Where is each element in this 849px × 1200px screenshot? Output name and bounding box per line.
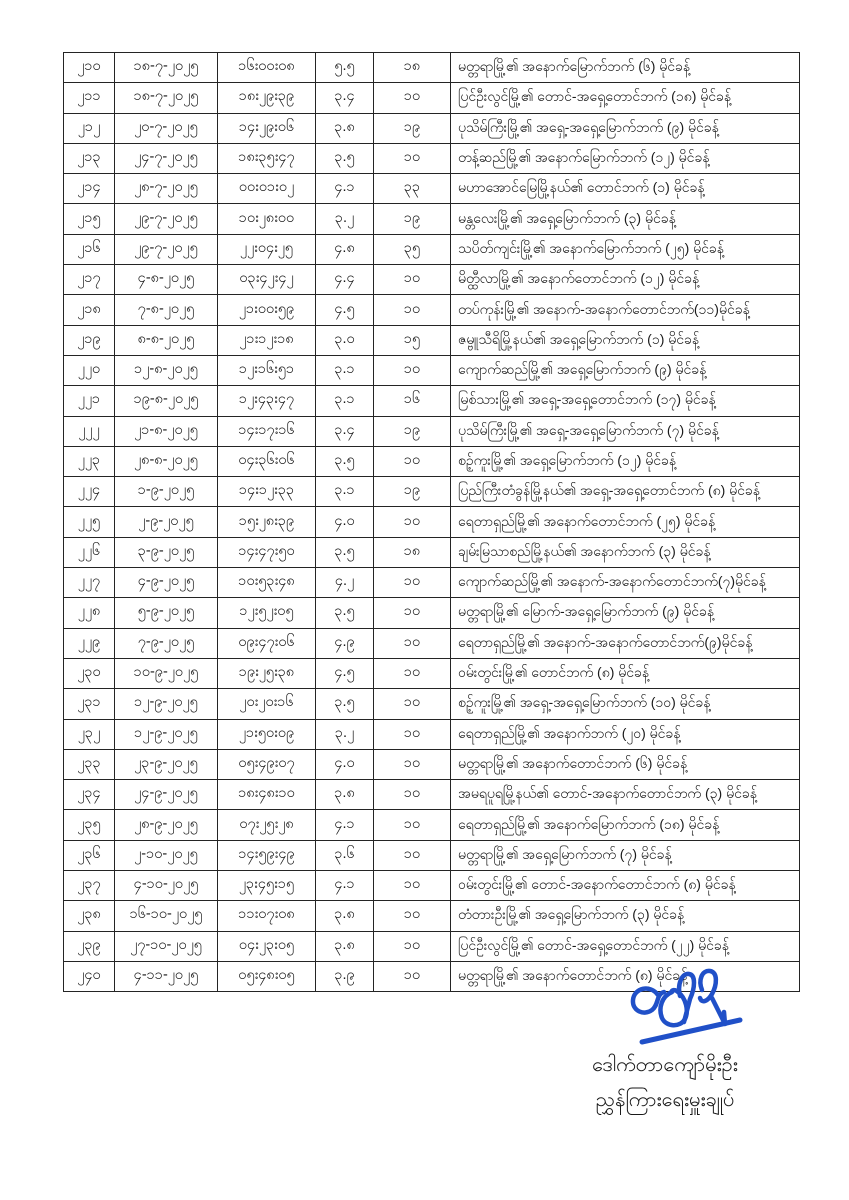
cell-depth: ၁၉ <box>374 113 451 143</box>
cell-no: ၂၁၇ <box>64 265 115 295</box>
cell-date: ၄-၁၁-၂၀၂၅ <box>115 961 218 991</box>
cell-location: ဝမ်းတွင်းမြို့၏ တောင်ဘက် (၈) မိုင်ခန့် <box>451 658 800 688</box>
cell-time: ၁၄း၄၇း၅၀ <box>218 537 316 567</box>
cell-time: ၁၀း၂၈း၀၀ <box>218 204 316 234</box>
cell-location: ရေတာရှည်မြို့၏ အနောက်-အနောက်တောင်ဘက်(၉)မိုင်ခန့် <box>451 628 800 658</box>
cell-date: ၂၃-၉-၂၀၂၅ <box>115 749 218 779</box>
cell-time: ၁၂း၄၃း၄၇ <box>218 386 316 416</box>
cell-date: ၂၉-၇-၂၀၂၅ <box>115 204 218 234</box>
table-row <box>64 507 800 537</box>
cell-depth: ၁၀ <box>374 658 451 688</box>
cell-no: ၂၂၅ <box>64 507 115 537</box>
table-row <box>64 598 800 628</box>
cell-magnitude: ၃.၅ <box>316 537 374 567</box>
cell-magnitude: ၃.၈ <box>316 113 374 143</box>
table-row <box>64 568 800 598</box>
cell-date: ၃-၉-၂၀၂၅ <box>115 537 218 567</box>
cell-no: ၂၁၆ <box>64 234 115 264</box>
table-row <box>64 901 800 931</box>
cell-no: ၂၂၇ <box>64 568 115 598</box>
cell-depth: ၁၀ <box>374 265 451 295</box>
cell-location: မန္တလေးမြို့၏ အရှေ့မြောက်ဘက် (၃) မိုင်ခန့် <box>451 204 800 234</box>
cell-location: စဉ့်ကူးမြို့၏ အရှေ့-အရှေ့မြောက်ဘက် (၁၀) မိုင်ခန့် <box>451 689 800 719</box>
cell-magnitude: ၃.၅ <box>316 598 374 628</box>
cell-no: ၂၃၉ <box>64 931 115 961</box>
cell-depth: ၁၀ <box>374 568 451 598</box>
table-row <box>64 537 800 567</box>
cell-time: ၀၀း၀၁း၀၂ <box>218 174 316 204</box>
cell-magnitude: ၃.၅ <box>316 689 374 719</box>
cell-location: ပြင်ဦးလွင်မြို့၏ တောင်-အရှေ့တောင်ဘက် (၂၂) မိုင်ခန့် <box>451 931 800 961</box>
table-row <box>64 265 800 295</box>
cell-depth: ၁၀ <box>374 689 451 719</box>
cell-date: ၁၈-၇-၂၀၂၅ <box>115 53 218 83</box>
table-body <box>64 53 800 992</box>
cell-time: ၁၅း၂၈း၃၉ <box>218 507 316 537</box>
cell-no: ၂၂၂ <box>64 416 115 446</box>
cell-location: မဟာအောင်မြေမြို့နယ်၏ တောင်ဘက် (၁) မိုင်ခန့် <box>451 174 800 204</box>
signature-ink <box>628 968 758 1046</box>
cell-date: ၂၈-၇-၂၀၂၅ <box>115 174 218 204</box>
cell-magnitude: ၃.၀ <box>316 325 374 355</box>
cell-no: ၂၃၆ <box>64 840 115 870</box>
cell-magnitude: ၃.၁ <box>316 477 374 507</box>
cell-date: ၇-၈-၂၀၂၅ <box>115 295 218 325</box>
cell-time: ၀၇း၂၅း၂၈ <box>218 810 316 840</box>
cell-magnitude: ၃.၄ <box>316 83 374 113</box>
cell-depth: ၁၆ <box>374 386 451 416</box>
signatory-name: ဒေါက်တာကျော်မိုးဦး <box>592 1054 738 1076</box>
cell-time: ၂၁း၁၂း၁၈ <box>218 325 316 355</box>
table-row <box>64 174 800 204</box>
cell-time: ၂၁း၀၀း၅၉ <box>218 295 316 325</box>
table-row <box>64 204 800 234</box>
cell-no: ၂၂၁ <box>64 386 115 416</box>
cell-no: ၂၁၈ <box>64 295 115 325</box>
cell-no: ၂၂၆ <box>64 537 115 567</box>
cell-no: ၂၃၂ <box>64 719 115 749</box>
cell-no: ၂၂၉ <box>64 628 115 658</box>
cell-no: ၂၂၈ <box>64 598 115 628</box>
cell-depth: ၁၀ <box>374 810 451 840</box>
cell-depth: ၁၀ <box>374 901 451 931</box>
cell-time: ၀၉း၄၇း၀၆ <box>218 628 316 658</box>
cell-depth: ၁၅ <box>374 325 451 355</box>
cell-time: ၀၄း၃၆း၀၆ <box>218 446 316 476</box>
table-row <box>64 386 800 416</box>
cell-depth: ၁၉ <box>374 477 451 507</box>
cell-no: ၂၁၄ <box>64 174 115 204</box>
cell-time: ၁၈း၄၈း၁၀ <box>218 780 316 810</box>
cell-time: ၁၂း၁၆း၅၁ <box>218 355 316 385</box>
cell-location: မတ္တရာမြို့၏ အနောက်တောင်ဘက် (၆) မိုင်ခန့် <box>451 749 800 779</box>
table-row <box>64 780 800 810</box>
cell-depth: ၁၈ <box>374 53 451 83</box>
table-row <box>64 749 800 779</box>
cell-date: ၂-၉-၂၀၂၅ <box>115 507 218 537</box>
cell-date: ၁၂-၉-၂၀၂၅ <box>115 719 218 749</box>
cell-date: ၁၂-၈-၂၀၂၅ <box>115 355 218 385</box>
cell-location: ကျောက်ဆည်မြို့၏ အနောက်-အနောက်တောင်ဘက်(၇)မိုင်ခန့် <box>451 568 800 598</box>
cell-date: ၂၄-၉-၂၀၂၅ <box>115 780 218 810</box>
cell-date: ၂၈-၈-၂၀၂၅ <box>115 446 218 476</box>
cell-location: ချမ်းမြသာစည်မြို့နယ်၏ အနောက်ဘက် (၃) မိုင်ခန့် <box>451 537 800 567</box>
cell-depth: ၁၀ <box>374 628 451 658</box>
cell-depth: ၁၀ <box>374 931 451 961</box>
cell-date: ၁၈-၇-၂၀၂၅ <box>115 83 218 113</box>
signatory-title: ညွှန်ကြားရေးမှူးချုပ် <box>595 1089 735 1111</box>
cell-date: ၈-၈-၂၀၂၅ <box>115 325 218 355</box>
cell-time: ၁၂း၅၂း၀၅ <box>218 598 316 628</box>
signature-block <box>540 968 790 1118</box>
cell-time: ၁၄း၁၂း၃၃ <box>218 477 316 507</box>
cell-location: ပြည်ကြီးတံခွန်မြို့နယ်၏ အရှေ့-အရှေ့တောင်ဘက် (၈) မိုင်ခန့် <box>451 477 800 507</box>
cell-location: မတ္တရာမြို့၏ အရှေ့မြောက်ဘက် (၇) မိုင်ခန့် <box>451 840 800 870</box>
cell-location: ပြင်ဦးလွင်မြို့၏ တောင်-အရှေ့တောင်ဘက် (၁၈) မိုင်ခန့် <box>451 83 800 113</box>
cell-depth: ၁၀ <box>374 355 451 385</box>
cell-depth: ၃၅ <box>374 234 451 264</box>
cell-time: ၀၄း၂၃း၀၅ <box>218 931 316 961</box>
cell-date: ၄-၁၀-၂၀၂၅ <box>115 871 218 901</box>
cell-time: ၁၁း၀၇း၀၈ <box>218 901 316 931</box>
table-row <box>64 477 800 507</box>
cell-magnitude: ၃.၉ <box>316 961 374 991</box>
cell-time: ၁၄း၁၇း၁၆ <box>218 416 316 446</box>
cell-magnitude: ၃.၁ <box>316 355 374 385</box>
cell-time: ၂၂း၀၄း၂၅ <box>218 234 316 264</box>
cell-location: မတ္တရာမြို့၏ အနောက်တောင်ဘက် (၈) မိုင်ခန့် <box>451 961 800 991</box>
cell-time: ၁၉း၂၅း၃၈ <box>218 658 316 688</box>
cell-no: ၂၃၇ <box>64 871 115 901</box>
table-row <box>64 719 800 749</box>
cell-time: ၂၃း၄၅း၁၅ <box>218 871 316 901</box>
cell-magnitude: ၄.၀ <box>316 749 374 779</box>
cell-magnitude: ၄.၁ <box>316 810 374 840</box>
table-row <box>64 325 800 355</box>
cell-no: ၂၃၃ <box>64 749 115 779</box>
cell-no: ၂၄၀ <box>64 961 115 991</box>
cell-date: ၂၈-၉-၂၀၂၅ <box>115 810 218 840</box>
table-row <box>64 689 800 719</box>
cell-date: ၂၇-၁၀-၂၀၂၅ <box>115 931 218 961</box>
cell-depth: ၁၀ <box>374 446 451 476</box>
cell-magnitude: ၃.၆ <box>316 840 374 870</box>
earthquake-table <box>63 52 800 992</box>
cell-no: ၂၁၁ <box>64 83 115 113</box>
table-row <box>64 871 800 901</box>
table-row <box>64 810 800 840</box>
cell-depth: ၁၀ <box>374 143 451 173</box>
cell-magnitude: ၄.၅ <box>316 295 374 325</box>
cell-depth: ၁၀ <box>374 780 451 810</box>
cell-magnitude: ၄.၅ <box>316 658 374 688</box>
cell-time: ၁၄း၅၉း၄၉ <box>218 840 316 870</box>
cell-date: ၂၉-၇-၂၀၂၅ <box>115 234 218 264</box>
cell-time: ၁၈း၂၉း၃၉ <box>218 83 316 113</box>
table-row <box>64 931 800 961</box>
cell-depth: ၁၀ <box>374 961 451 991</box>
cell-date: ၄-၈-၂၀၂၅ <box>115 265 218 295</box>
cell-depth: ၁၀ <box>374 749 451 779</box>
cell-magnitude: ၃.၈ <box>316 931 374 961</box>
cell-date: ၁၆-၁၀-၂၀၂၅ <box>115 901 218 931</box>
cell-location: ပုသိမ်ကြီးမြို့၏ အရှေ့-အရှေ့မြောက်ဘက် (၇) မိုင်ခန့် <box>451 416 800 446</box>
cell-no: ၂၂၃ <box>64 446 115 476</box>
cell-depth: ၁၀ <box>374 295 451 325</box>
table-row <box>64 628 800 658</box>
cell-location: သပိတ်ကျင်းမြို့၏ အနောက်မြောက်ဘက် (၂၅) မိုင်ခန့် <box>451 234 800 264</box>
cell-location: တပ်ကုန်းမြို့၏ အနောက်-အနောက်တောင်ဘက်(၁၁)မိုင်ခန့် <box>451 295 800 325</box>
cell-depth: ၃၃ <box>374 174 451 204</box>
table-row <box>64 355 800 385</box>
cell-magnitude: ၃.၅ <box>316 446 374 476</box>
cell-time: ၁၄း၂၉း၀၆ <box>218 113 316 143</box>
cell-date: ၁၂-၉-၂၀၂၅ <box>115 689 218 719</box>
cell-location: တံတားဦးမြို့၏ အရှေ့မြောက်ဘက် (၃) မိုင်ခန့် <box>451 901 800 931</box>
table-row <box>64 446 800 476</box>
cell-magnitude: ၃.၂ <box>316 204 374 234</box>
cell-no: ၂၃၄ <box>64 780 115 810</box>
cell-no: ၂၁၃ <box>64 143 115 173</box>
cell-magnitude: ၃.၁ <box>316 386 374 416</box>
cell-date: ၄-၉-၂၀၂၅ <box>115 568 218 598</box>
cell-magnitude: ၃.၄ <box>316 416 374 446</box>
cell-magnitude: ၄.၀ <box>316 507 374 537</box>
cell-date: ၂၀-၇-၂၀၂၅ <box>115 113 218 143</box>
cell-magnitude: ၄.၁ <box>316 174 374 204</box>
cell-no: ၂၁၅ <box>64 204 115 234</box>
table-row <box>64 234 800 264</box>
cell-date: ၂၄-၇-၂၀၂၅ <box>115 143 218 173</box>
cell-depth: ၁၈ <box>374 537 451 567</box>
cell-depth: ၁၀ <box>374 507 451 537</box>
cell-time: ၁၀း၅၃း၄၈ <box>218 568 316 598</box>
cell-date: ၁၀-၉-၂၀၂၅ <box>115 658 218 688</box>
cell-time: ၀၅း၄၉း၀၇ <box>218 749 316 779</box>
cell-location: မြစ်သားမြို့၏ အရှေ့-အရှေ့တောင်ဘက် (၁၇) မိုင်ခန့် <box>451 386 800 416</box>
cell-location: ဝမ်းတွင်းမြို့၏ တောင်-အနောက်တောင်ဘက် (၈) မိုင်ခန့် <box>451 871 800 901</box>
cell-location: စဉ့်ကူးမြို့၏ အရှေ့မြောက်ဘက် (၁၂) မိုင်ခန့် <box>451 446 800 476</box>
cell-location: ရေတာရှည်မြို့၏ အနောက်တောင်ဘက် (၂၅) မိုင်ခန့် <box>451 507 800 537</box>
cell-no: ၂၃၅ <box>64 810 115 840</box>
table-row <box>64 840 800 870</box>
cell-no: ၂၁၉ <box>64 325 115 355</box>
cell-magnitude: ၃.၈ <box>316 780 374 810</box>
cell-no: ၂၃၈ <box>64 901 115 931</box>
cell-magnitude: ၅.၅ <box>316 53 374 83</box>
table-row <box>64 416 800 446</box>
cell-location: ဇမ္ဗူသီရိမြို့နယ်၏ အရှေ့မြောက်ဘက် (၁) မိုင်ခန့် <box>451 325 800 355</box>
cell-depth: ၁၀ <box>374 871 451 901</box>
cell-location: အမရပူရမြို့နယ်၏ တောင်-အနောက်တောင်ဘက် (၃) မိုင်ခန့် <box>451 780 800 810</box>
cell-depth: ၁၉ <box>374 416 451 446</box>
cell-location: မိတ္ထီလာမြို့၏ အနောက်တောင်ဘက် (၁၂) မိုင်ခန့် <box>451 265 800 295</box>
cell-date: ၅-၉-၂၀၂၅ <box>115 598 218 628</box>
cell-date: ၂-၁၀-၂၀၂၅ <box>115 840 218 870</box>
cell-date: ၁၉-၈-၂၀၂၅ <box>115 386 218 416</box>
cell-time: ၁၈း၃၅း၄၇ <box>218 143 316 173</box>
cell-location: ပုသိမ်ကြီးမြို့၏ အရှေ့-အရှေ့မြောက်ဘက် (၉) မိုင်ခန့် <box>451 113 800 143</box>
table-row <box>64 53 800 83</box>
cell-time: ၀၅း၄၈း၀၅ <box>218 961 316 991</box>
cell-time: ၂၁း၅၀း၀၉ <box>218 719 316 749</box>
cell-magnitude: ၄.၂ <box>316 568 374 598</box>
cell-location: မတ္တရာမြို့၏ အနောက်မြောက်ဘက် (၆) မိုင်ခန့် <box>451 53 800 83</box>
cell-no: ၂၁၀ <box>64 53 115 83</box>
cell-time: ၁၆း၀၀း၀၈ <box>218 53 316 83</box>
cell-no: ၂၂၀ <box>64 355 115 385</box>
cell-depth: ၁၀ <box>374 83 451 113</box>
table-row <box>64 658 800 688</box>
cell-location: ကျောက်ဆည်မြို့၏ အရှေ့မြောက်ဘက် (၉) မိုင်ခန့် <box>451 355 800 385</box>
cell-location: ရေတာရှည်မြို့၏ အနောက်ဘက် (၂၀) မိုင်ခန့် <box>451 719 800 749</box>
cell-date: ၂၁-၈-၂၀၂၅ <box>115 416 218 446</box>
cell-depth: ၁၀ <box>374 598 451 628</box>
table-row <box>64 143 800 173</box>
cell-location: မတ္တရာမြို့၏ မြောက်-အရှေ့မြောက်ဘက် (၉) မိုင်ခန့် <box>451 598 800 628</box>
cell-location: ရေတာရှည်မြို့၏ အနောက်မြောက်ဘက် (၁၈) မိုင်ခန့် <box>451 810 800 840</box>
cell-no: ၂၁၂ <box>64 113 115 143</box>
table-row <box>64 83 800 113</box>
cell-no: ၂၂၄ <box>64 477 115 507</box>
cell-depth: ၁၀ <box>374 719 451 749</box>
cell-no: ၂၃၁ <box>64 689 115 719</box>
table-row <box>64 113 800 143</box>
cell-magnitude: ၃.၈ <box>316 901 374 931</box>
cell-no: ၂၃၀ <box>64 658 115 688</box>
cell-time: ၂၀း၂၀း၁၆ <box>218 689 316 719</box>
cell-magnitude: ၄.၁ <box>316 871 374 901</box>
cell-date: ၇-၉-၂၀၂၅ <box>115 628 218 658</box>
table-row <box>64 295 800 325</box>
cell-magnitude: ၄.၈ <box>316 234 374 264</box>
cell-magnitude: ၄.၄ <box>316 265 374 295</box>
cell-date: ၁-၉-၂၀၂၅ <box>115 477 218 507</box>
cell-time: ၀၃း၄၂း၄၂ <box>218 265 316 295</box>
cell-location: တန့်ဆည်မြို့၏ အနောက်မြောက်ဘက် (၁၂) မိုင်ခန့် <box>451 143 800 173</box>
cell-depth: ၁၉ <box>374 204 451 234</box>
cell-magnitude: ၃.၂ <box>316 719 374 749</box>
cell-magnitude: ၄.၉ <box>316 628 374 658</box>
cell-depth: ၁၀ <box>374 840 451 870</box>
cell-magnitude: ၃.၅ <box>316 143 374 173</box>
